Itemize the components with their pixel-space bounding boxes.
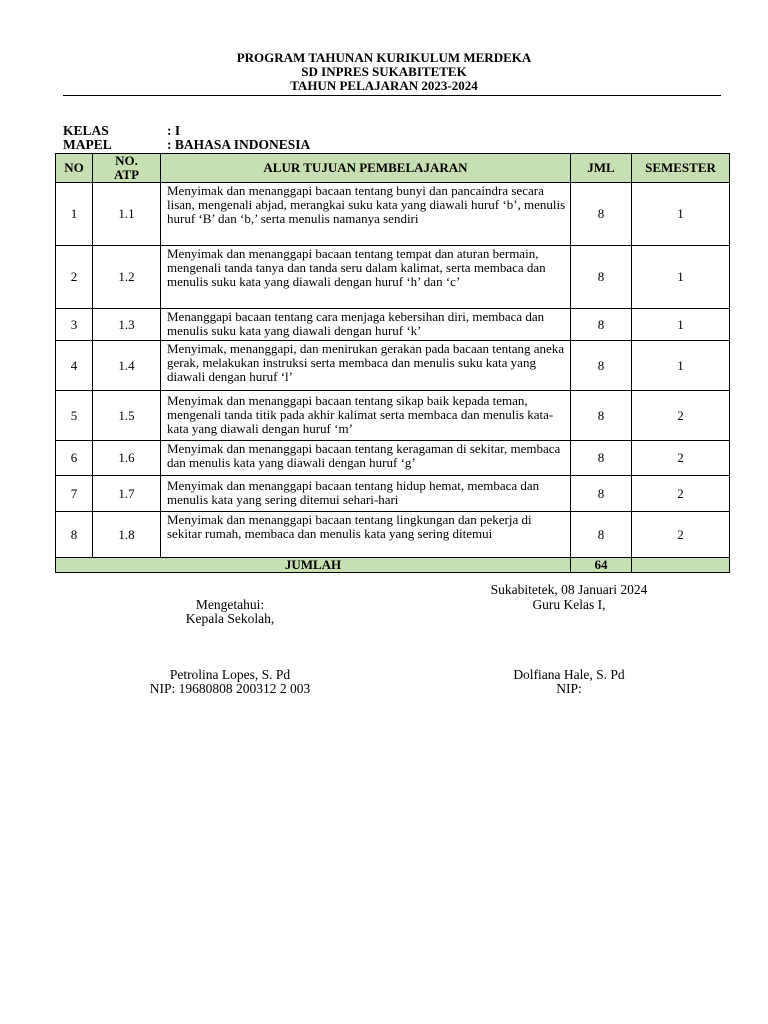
row-semester: 1 (632, 309, 730, 341)
header-atp-line1: NO. (115, 153, 138, 168)
kelas-value: : I (167, 123, 181, 138)
row-alur: Menyimak dan menanggapi bacaan tentang lingkungan dan pekerja di sekitar rumah, membaca dan menulis kata yang sering ditemui (161, 512, 571, 558)
row-no: 7 (56, 476, 93, 512)
header-year: TAHUN PELAJARAN 2023-2024 (290, 78, 478, 93)
header-jml: JML (571, 154, 632, 183)
row-no: 4 (56, 341, 93, 391)
row-jml: 8 (571, 441, 632, 476)
row-alur: Menyimak dan menanggapi bacaan tentang sikap baik kepada teman, mengenali tanda titik pada akhir kalimat serta membaca dan menulis kata-kata yang diawali dengan huruf ‘m’ (161, 391, 571, 441)
row-jml: 8 (571, 391, 632, 441)
row-jml: 8 (571, 183, 632, 246)
signature-left-name: Petrolina Lopes, S. Pd (169, 667, 291, 682)
header-divider (63, 95, 721, 96)
row-semester: 1 (632, 183, 730, 246)
row-jml: 8 (571, 341, 632, 391)
row-no: 6 (56, 441, 93, 476)
row-atp: 1.4 (93, 341, 161, 391)
row-alur: Menanggapi bacaan tentang cara menjaga kebersihan diri, membaca dan menulis suku kata yang diawali dengan huruf ‘k’ (161, 309, 571, 341)
row-atp: 1.6 (93, 441, 161, 476)
total-value: 64 (571, 558, 632, 573)
row-jml: 8 (571, 246, 632, 309)
table-row (56, 441, 730, 476)
row-semester: 2 (632, 441, 730, 476)
header-school: SD INPRES SUKABITETEK (301, 64, 467, 79)
total-semester-empty (632, 558, 730, 573)
row-jml: 8 (571, 309, 632, 341)
row-semester: 2 (632, 391, 730, 441)
row-semester: 2 (632, 512, 730, 558)
header-atp-line2: ATP (113, 167, 140, 182)
row-atp: 1.2 (93, 246, 161, 309)
table-row (56, 512, 730, 558)
signature-right-title: Guru Kelas I, (532, 597, 606, 612)
row-alur: Menyimak, menanggapi, dan menirukan gerakan pada bacaan tentang aneka gerak, melakukan instruksi serta membaca dan menulis suku kata yang diawali dengan huruf ‘l’ (161, 341, 571, 391)
mapel-label: MAPEL (63, 137, 112, 152)
document-header (0, 51, 768, 93)
kelas-label: KELAS (63, 123, 109, 138)
total-label: JUMLAH (56, 558, 571, 573)
signature-left-nip: NIP: 19680808 200312 2 003 (149, 681, 311, 696)
row-no: 2 (56, 246, 93, 309)
row-atp: 1.7 (93, 476, 161, 512)
row-semester: 2 (632, 476, 730, 512)
row-atp: 1.5 (93, 391, 161, 441)
table-row (56, 309, 730, 341)
row-semester: 1 (632, 246, 730, 309)
table-row (56, 246, 730, 309)
table-row (56, 341, 730, 391)
row-no: 5 (56, 391, 93, 441)
row-atp: 1.1 (93, 183, 161, 246)
signature-left-intro: Mengetahui: (195, 597, 265, 612)
header-alur: ALUR TUJUAN PEMBELAJARAN (161, 154, 571, 183)
signature-right-name: Dolfiana Hale, S. Pd (513, 667, 625, 682)
table-row (56, 391, 730, 441)
table-header-row (56, 154, 730, 183)
signature-place-date: Sukabitetek, 08 Januari 2024 (490, 582, 648, 597)
table-row (56, 476, 730, 512)
row-no: 1 (56, 183, 93, 246)
row-jml: 8 (571, 476, 632, 512)
total-row (56, 558, 730, 573)
header-atp (93, 154, 161, 183)
header-title: PROGRAM TAHUNAN KURIKULUM MERDEKA (236, 50, 532, 65)
atp-table (55, 153, 730, 573)
kelas-line (63, 124, 180, 138)
row-alur: Menyimak dan menanggapi bacaan tentang tempat dan aturan bermain, mengenali tanda tanya dan tanda seru dalam kalimat, serta membaca dan menulis suku kata yang diawali dengan huruf ‘h’ dan ‘c’ (161, 246, 571, 309)
table-row (56, 183, 730, 246)
header-no: NO (56, 154, 93, 183)
row-atp: 1.8 (93, 512, 161, 558)
row-alur: Menyimak dan menanggapi bacaan tentang keragaman di sekitar, membaca dan menulis kata yang diawali dengan huruf ‘g’ (161, 441, 571, 476)
row-semester: 1 (632, 341, 730, 391)
row-alur: Menyimak dan menanggapi bacaan tentang hidup hemat, membaca dan menulis kata yang sering ditemui sehari-hari (161, 476, 571, 512)
signature-left-title: Kepala Sekolah, (185, 611, 275, 626)
row-atp: 1.3 (93, 309, 161, 341)
row-alur: Menyimak dan menanggapi bacaan tentang bunyi dan pancaindra secara lisan, mengenali abjad, merangkai suku kata yang diawali huruf ‘b’, menulis huruf ‘B’ dan ‘b,’ serta menulis namanya sendiri (161, 183, 571, 246)
header-semester: SEMESTER (632, 154, 730, 183)
row-no: 8 (56, 512, 93, 558)
mapel-line (63, 138, 310, 152)
row-no: 3 (56, 309, 93, 341)
row-jml: 8 (571, 512, 632, 558)
mapel-value: : BAHASA INDONESIA (167, 137, 311, 152)
signature-right-nip: NIP: (556, 681, 582, 696)
